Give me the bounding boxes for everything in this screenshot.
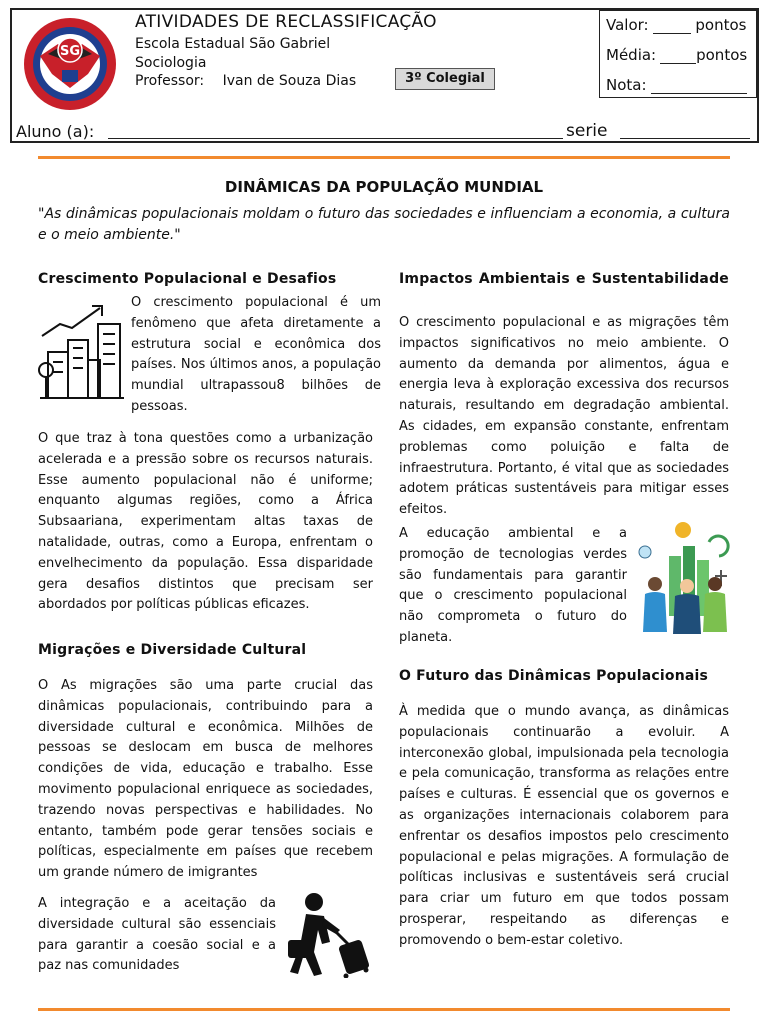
- section-title-future: O Futuro das Dinâmicas Populacionais: [399, 668, 709, 684]
- city-growth-icon: [38, 300, 126, 400]
- article-title: DINÂMICAS DA POPULAÇÃO MUNDIAL: [224, 178, 544, 196]
- migration-paragraph-2: A integração e a aceitação da diversidade cultural são essenciais para garantir a coesão social e a paz nas comunidades: [38, 894, 276, 977]
- section-title-growth: Crescimento Populacional e Desafios: [38, 271, 337, 287]
- article-quote: "As dinâmicas populacionais moldam o futuro das sociedades e influenciam a economia, a cultura e o meio ambiente.": [38, 206, 730, 243]
- subject: Sociologia: [135, 55, 207, 71]
- serie-label: serie: [566, 121, 608, 141]
- student-label: Aluno (a):: [16, 122, 95, 141]
- environment-paragraph-2: A educação ambiental e a promoção de tecnologias verdes são fundamentais para garantir que o crescimento populacional não comprometa o futuro do planeta.: [399, 526, 627, 645]
- growth-paragraph-2: O que traz à tona questões como a urbanização acelerada e a pressão sobre os recursos naturais. Esse aumento populacional não é uniforme; enquanto algumas regiões, como a África Subsaariana, experimentam altas taxas de natalidade, outras, como a Europa, enfrentam o envelhecimento da população. Essa disparidade gera desafios distintos que precisam ser abordados por políticas públicas eficazes.: [38, 431, 373, 613]
- future-paragraph-1: À medida que o mundo avança, as dinâmicas populacionais continuarão a evoluir. A interconexão global, impulsionada pela tecnologia e pela comunicação, transforma as relações entre países e culturas. É essencial que os governos e as organizações internacionais colaborem para enfrentar os desafios impostos pelo crescimento populacional e pelas migrações. A formulação de políticas inclusivas e sustentáveis será crucial para criar um futuro em que todos possam prosperar, respeitando as diferenças e promovendo o bem-estar coletivo.: [399, 704, 729, 948]
- top-accent-rule: [38, 156, 730, 159]
- nota-label: Nota:: [606, 76, 647, 94]
- media-label: Média:: [606, 46, 657, 64]
- valor-label: Valor:: [606, 16, 649, 34]
- student-name-field[interactable]: [108, 122, 563, 139]
- section-title-migration: Migrações e Diversidade Cultural: [38, 642, 307, 658]
- valor-row: [606, 16, 746, 34]
- valor-pontos: pontos: [695, 16, 747, 34]
- logo-initials: SG: [59, 44, 81, 59]
- nota-field[interactable]: [651, 93, 747, 94]
- migration-paragraph-1: O As migrações são uma parte crucial das dinâmicas populacionais, contribuindo para a diversidade cultural e econômica. Milhões de pessoas se deslocam em busca de melhores condições de vida, educação e trabalho. Esse movimento populacional enriquece as sociedades, trazendo novas perspectivas e habilidades. No entanto, também pode gerar tensões sociais e políticas, especialmente em países que recebem um grande número de imigrantes: [38, 678, 373, 881]
- media-field[interactable]: [660, 63, 696, 64]
- school-name: Escola Estadual São Gabriel: [135, 36, 331, 52]
- traveler-icon: [284, 890, 376, 978]
- grade-badge: 3º Colegial: [395, 68, 495, 90]
- teacher-line: [135, 73, 356, 89]
- valor-field[interactable]: [653, 33, 691, 34]
- activity-title: ATIVIDADES DE RECLASSIFICAÇÃO: [135, 12, 437, 32]
- environment-paragraph-1: O crescimento populacional e as migrações têm impactos significativos no meio ambiente. O aumento da demanda por alimentos, água e energia leva à exploração excessiva dos recursos naturais, resultando em degradação ambiental. As cidades, em expansão constante, enfrentam problemas como poluição e falta de infraestrutura. Portanto, é vital que as sociedades adotem práticas sustentáveis para mitigar esses efeitos.: [399, 315, 729, 518]
- teacher-name: Ivan de Souza Dias: [222, 73, 357, 89]
- media-pontos: pontos: [696, 46, 748, 64]
- serie-field[interactable]: [620, 122, 750, 139]
- score-box: [599, 10, 757, 98]
- bottom-accent-rule: [38, 1008, 730, 1011]
- nota-row: [606, 76, 747, 94]
- media-row: [606, 46, 747, 64]
- section-title-environment: Impactos Ambientais e Sustentabilidade: [399, 271, 729, 287]
- teacher-label: Professor:: [135, 73, 205, 89]
- school-logo-icon: [18, 14, 128, 110]
- sustainability-people-icon: [635, 520, 733, 638]
- growth-paragraph-1: O crescimento populacional é um fenômeno que afeta diretamente a estrutura social e econômica dos países. Nos últimos anos, a população mundial ultrapassou8 bilhões de pessoas.: [131, 295, 381, 414]
